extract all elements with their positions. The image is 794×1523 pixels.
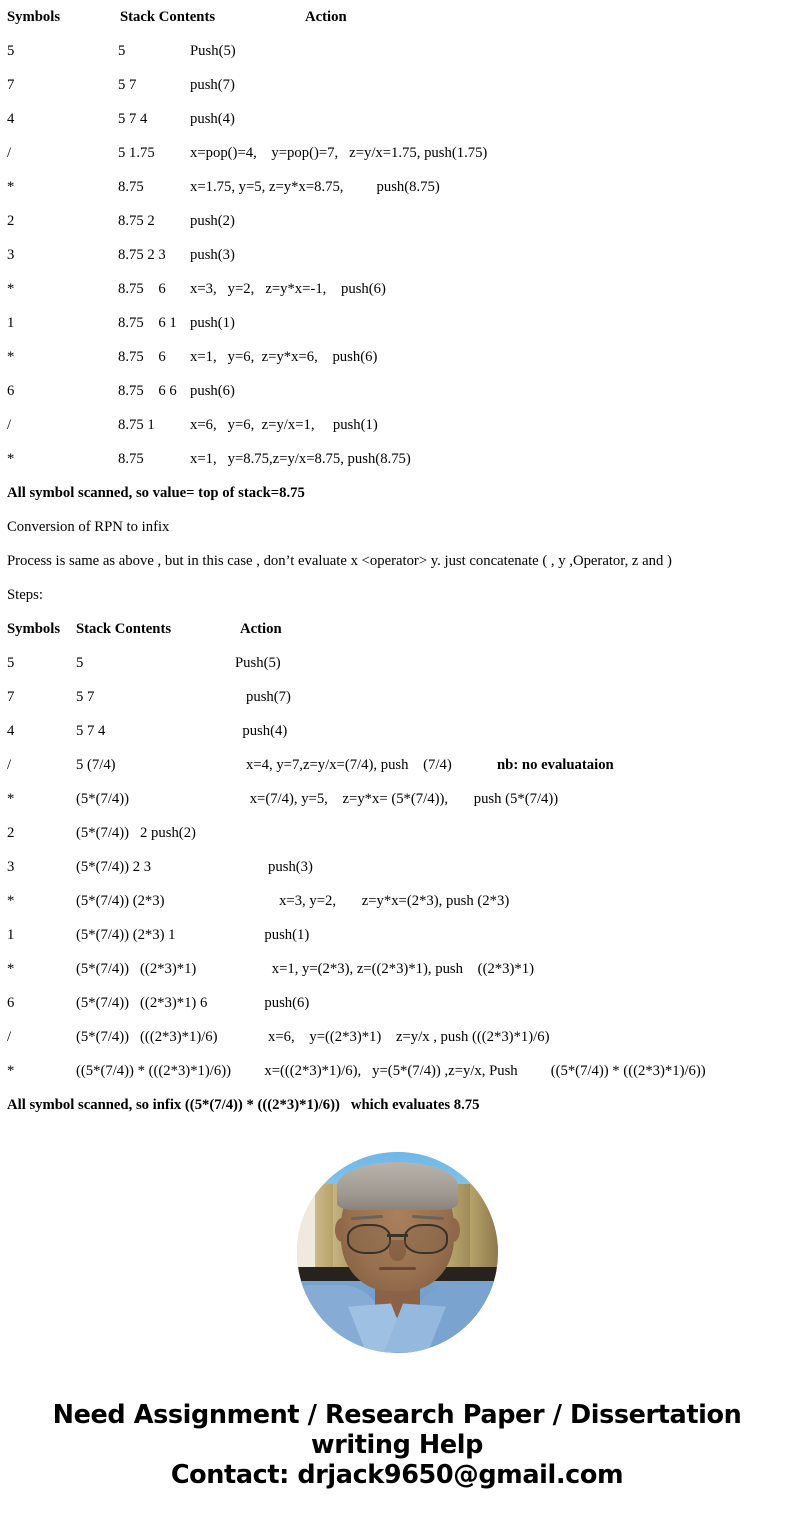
cell-action: x=3, y=2, z=y*x=(2*3), push (2*3) <box>235 893 510 909</box>
narrative-heading: Conversion of RPN to infix <box>7 519 170 535</box>
cell-symbol: * <box>7 893 15 909</box>
cell-stack: (5*(7/4)) <box>76 791 130 807</box>
table-row <box>0 442 794 476</box>
cell-stack: 5 7 4 <box>118 111 148 127</box>
table-row <box>0 884 794 918</box>
table-row <box>0 952 794 986</box>
table-row <box>0 68 794 102</box>
cell-stack: 8.75 6 1 <box>118 315 177 331</box>
cell-action: Push(5) <box>235 655 281 671</box>
cell-stack: 8.75 <box>118 451 144 467</box>
cell-stack: 8.75 6 6 <box>118 383 177 399</box>
cell-action: push(3) <box>190 247 235 263</box>
table-row <box>0 1020 794 1054</box>
cell-symbol: * <box>7 179 15 195</box>
cell-action: push(1) <box>190 315 235 331</box>
cell-action: push(4) <box>190 111 235 127</box>
rpn-evaluation-table <box>0 0 794 476</box>
cell-stack: 5 7 <box>118 77 137 93</box>
cell-action: x=1, y=8.75,z=y/x=8.75, push(8.75) <box>190 451 411 467</box>
table-row <box>0 102 794 136</box>
cell-action: x=6, y=((2*3)*1) z=y/x , push (((2*3)*1)/6) <box>235 1029 550 1045</box>
table-row <box>0 918 794 952</box>
table-row <box>0 272 794 306</box>
cell-symbol: * <box>7 281 15 297</box>
cell-action: x=6, y=6, z=y/x=1, push(1) <box>190 417 378 433</box>
cell-action: Push(5) <box>190 43 236 59</box>
cell-stack: (5*(7/4)) ((2*3)*1) 6 <box>76 995 208 1011</box>
promo-line-2: writing Help <box>311 1430 483 1460</box>
cell-symbol: 3 <box>7 247 15 263</box>
photo-mouth <box>379 1267 415 1270</box>
eyeglasses-bridge <box>387 1234 407 1237</box>
cell-action: x=1, y=(2*3), z=((2*3)*1), push ((2*3)*1) <box>235 961 534 977</box>
cell-stack: 5 (7/4) <box>76 757 116 773</box>
cell-symbol: 4 <box>7 723 15 739</box>
table-row <box>0 680 794 714</box>
cell-symbol: 3 <box>7 859 15 875</box>
author-portrait <box>297 1152 498 1353</box>
table-row <box>0 374 794 408</box>
cell-symbol: * <box>7 451 15 467</box>
cell-action: x=3, y=2, z=y*x=-1, push(6) <box>190 281 386 297</box>
cell-stack: 5 <box>118 43 126 59</box>
cell-symbol: 6 <box>7 383 15 399</box>
promo-contact-line: Contact: drjack9650@gmail.com <box>170 1460 624 1490</box>
table-header-row <box>0 612 794 646</box>
cell-symbol: / <box>7 757 12 773</box>
cell-action: push(7) <box>190 77 235 93</box>
cell-action: x=(7/4), y=5, z=y*x= (5*(7/4)), push (5*(7/4)) <box>235 791 559 807</box>
cell-symbol: 5 <box>7 655 15 671</box>
cell-symbol: 5 <box>7 43 15 59</box>
cell-symbol: 1 <box>7 927 15 943</box>
table-row <box>0 986 794 1020</box>
table-row <box>0 340 794 374</box>
column-header-stack-contents: Stack Contents <box>120 9 216 25</box>
table-row <box>0 408 794 442</box>
cell-symbol: 1 <box>7 315 15 331</box>
cell-stack: 5 7 4 <box>76 723 106 739</box>
cell-symbol: * <box>7 1063 15 1079</box>
cell-action: x=1.75, y=5, z=y*x=8.75, push(8.75) <box>190 179 440 195</box>
eyeglasses-right-lens-icon <box>404 1224 448 1254</box>
portrait-photo <box>297 1152 498 1353</box>
column-header-symbols: Symbols <box>7 9 61 25</box>
cell-symbol: / <box>7 145 12 161</box>
cell-action: x=pop()=4, y=pop()=7, z=y/x=1.75, push(1.75) <box>190 145 488 161</box>
cell-stack: (5*(7/4)) 2 push(2) <box>76 825 196 841</box>
narrative-body: Process is same as above , but in this case , don’t evaluate x <operator> y. just concatenate ( , y ,Operator, z and ) <box>7 553 672 569</box>
section1-conclusion: All symbol scanned, so value= top of stack=8.75 <box>7 485 305 501</box>
cell-stack: 8.75 6 <box>118 281 166 297</box>
table-row <box>0 816 794 850</box>
cell-symbol: 2 <box>7 825 15 841</box>
cell-stack: 8.75 <box>118 179 144 195</box>
table-row <box>0 714 794 748</box>
cell-stack: 8.75 2 <box>118 213 155 229</box>
cell-symbol: / <box>7 417 12 433</box>
cell-stack: (5*(7/4)) (2*3) <box>76 893 165 909</box>
column-header-action: Action <box>305 9 347 25</box>
table-row <box>0 782 794 816</box>
promo-banner <box>0 1400 794 1490</box>
eyeglasses-left-lens-icon <box>347 1224 391 1254</box>
table-row <box>0 1054 794 1088</box>
cell-action: push(6) <box>190 383 235 399</box>
cell-symbol: / <box>7 1029 12 1045</box>
table-row <box>0 204 794 238</box>
cell-stack: (5*(7/4)) (2*3) 1 <box>76 927 176 943</box>
cell-stack: 5 <box>76 655 84 671</box>
cell-symbol: 4 <box>7 111 15 127</box>
cell-symbol: 2 <box>7 213 15 229</box>
cell-stack: 8.75 6 <box>118 349 166 365</box>
rpn-to-infix-table <box>0 612 794 1088</box>
column-header-stack-contents: Stack Contents <box>76 621 172 637</box>
table-row <box>0 850 794 884</box>
cell-action: x=(((2*3)*1)/6), y=(5*(7/4)) ,z=y/x, Push ((5*(7/4)) * (((2*3)*1)/6)) <box>235 1063 706 1079</box>
cell-stack: 5 7 <box>76 689 95 705</box>
cell-action: x=4, y=7,z=y/x=(7/4), push (7/4) <box>235 757 452 773</box>
table-row <box>0 170 794 204</box>
cell-stack: ((5*(7/4)) * (((2*3)*1)/6)) <box>76 1063 231 1079</box>
cell-action: push(6) <box>235 995 310 1011</box>
promo-line-1: Need Assignment / Research Paper / Dissertation <box>52 1400 742 1430</box>
cell-note: nb: no evaluataion <box>497 757 614 773</box>
cell-symbol: * <box>7 791 15 807</box>
column-header-symbols: Symbols <box>7 621 61 637</box>
cell-symbol: * <box>7 349 15 365</box>
table-row <box>0 238 794 272</box>
cell-stack: (5*(7/4)) 2 3 <box>76 859 152 875</box>
cell-action: push(4) <box>235 723 288 739</box>
table-row <box>0 136 794 170</box>
steps-label: Steps: <box>7 587 43 603</box>
cell-stack: 5 1.75 <box>118 145 155 161</box>
cell-action: push(3) <box>235 859 313 875</box>
cell-symbol: 6 <box>7 995 15 1011</box>
table-row <box>0 748 794 782</box>
cell-stack: 8.75 1 <box>118 417 155 433</box>
section2-conclusion: All symbol scanned, so infix ((5*(7/4)) * (((2*3)*1)/6)) which evaluates 8.75 <box>7 1097 480 1113</box>
column-header-action: Action <box>240 621 282 637</box>
cell-action: push(2) <box>190 213 235 229</box>
cell-action: push(7) <box>235 689 291 705</box>
cell-action: x=1, y=6, z=y*x=6, push(6) <box>190 349 378 365</box>
photo-nose <box>389 1240 405 1260</box>
cell-symbol: * <box>7 961 15 977</box>
table-header-row <box>0 0 794 34</box>
cell-action: push(1) <box>235 927 310 943</box>
cell-stack: (5*(7/4)) (((2*3)*1)/6) <box>76 1029 218 1045</box>
photo-hair <box>337 1162 458 1210</box>
cell-symbol: 7 <box>7 689 15 705</box>
cell-stack: (5*(7/4)) ((2*3)*1) <box>76 961 197 977</box>
table-row <box>0 34 794 68</box>
table-row <box>0 306 794 340</box>
cell-symbol: 7 <box>7 77 15 93</box>
table-row <box>0 646 794 680</box>
cell-stack: 8.75 2 3 <box>118 247 166 263</box>
